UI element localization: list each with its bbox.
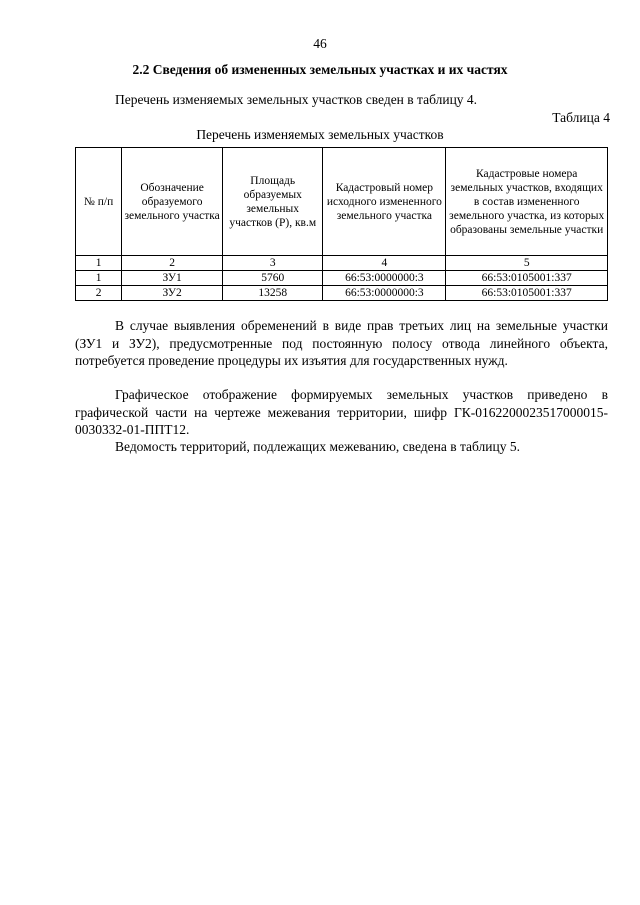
header-designation: Обозначение образуемого земельного участка: [122, 148, 223, 256]
header-source-cadastral-number: Кадастровый номер исходного измененного земельного участка: [323, 148, 446, 256]
table-title: Перечень изменяемых земельных участков: [196, 127, 444, 142]
table-row: [76, 286, 608, 301]
paragraph-text: Графическое отображение формируемых земельных участков приведено в графической части на чертеже межевания территории, шифр ГК-0162200023517000015-0030332-01-ППТ12.: [75, 387, 608, 437]
column-number: 1: [76, 256, 122, 271]
paragraph-text: В случае выявления обременений в виде прав третьих лиц на земельные участки (ЗУ1 и ЗУ2), предусмотренные под постоянную полосу отвода линейного объекта, потребуется проведение процедуры их изъятия для государственных нужд.: [75, 318, 608, 368]
section-heading: 2.2 Сведения об измененных земельных участках и их частях: [132, 62, 508, 77]
column-number: 2: [122, 256, 223, 271]
table-row: [76, 271, 608, 286]
cell-included-cadastral-numbers: 66:53:0105001:337: [446, 286, 608, 301]
land-plots-table: [75, 147, 608, 301]
cell-designation: ЗУ1: [122, 271, 223, 286]
cell-designation: ЗУ2: [122, 286, 223, 301]
header-included-cadastral-numbers: Кадастровые номера земельных участков, входящих в состав измененного земельного участка, из которых образованы земельные участки: [446, 148, 608, 256]
paragraph-text: Ведомость территорий, подлежащих межеванию, сведена в таблицу 5.: [115, 439, 520, 454]
column-number: 5: [446, 256, 608, 271]
table-header-row: [76, 148, 608, 256]
cell-included-cadastral-numbers: 66:53:0105001:337: [446, 271, 608, 286]
cell-source-cadastral-number: 66:53:0000000:3: [323, 271, 446, 286]
header-area: Площадь образуемых земельных участков (Р), кв.м: [223, 148, 323, 256]
header-number: № п/п: [76, 148, 122, 256]
cell-area: 5760: [223, 271, 323, 286]
column-number: 4: [323, 256, 446, 271]
column-number-row: [76, 256, 608, 271]
body-paragraph: [75, 317, 608, 370]
cell-number: 2: [76, 286, 122, 301]
body-paragraph: [75, 438, 608, 456]
table-label: Таблица 4: [552, 110, 610, 125]
cell-number: 1: [76, 271, 122, 286]
cell-source-cadastral-number: 66:53:0000000:3: [323, 286, 446, 301]
column-number: 3: [223, 256, 323, 271]
body-paragraph: [75, 386, 608, 439]
page-number: 46: [313, 36, 327, 51]
intro-text: Перечень изменяемых земельных участков сведен в таблицу 4.: [115, 92, 478, 107]
cell-area: 13258: [223, 286, 323, 301]
